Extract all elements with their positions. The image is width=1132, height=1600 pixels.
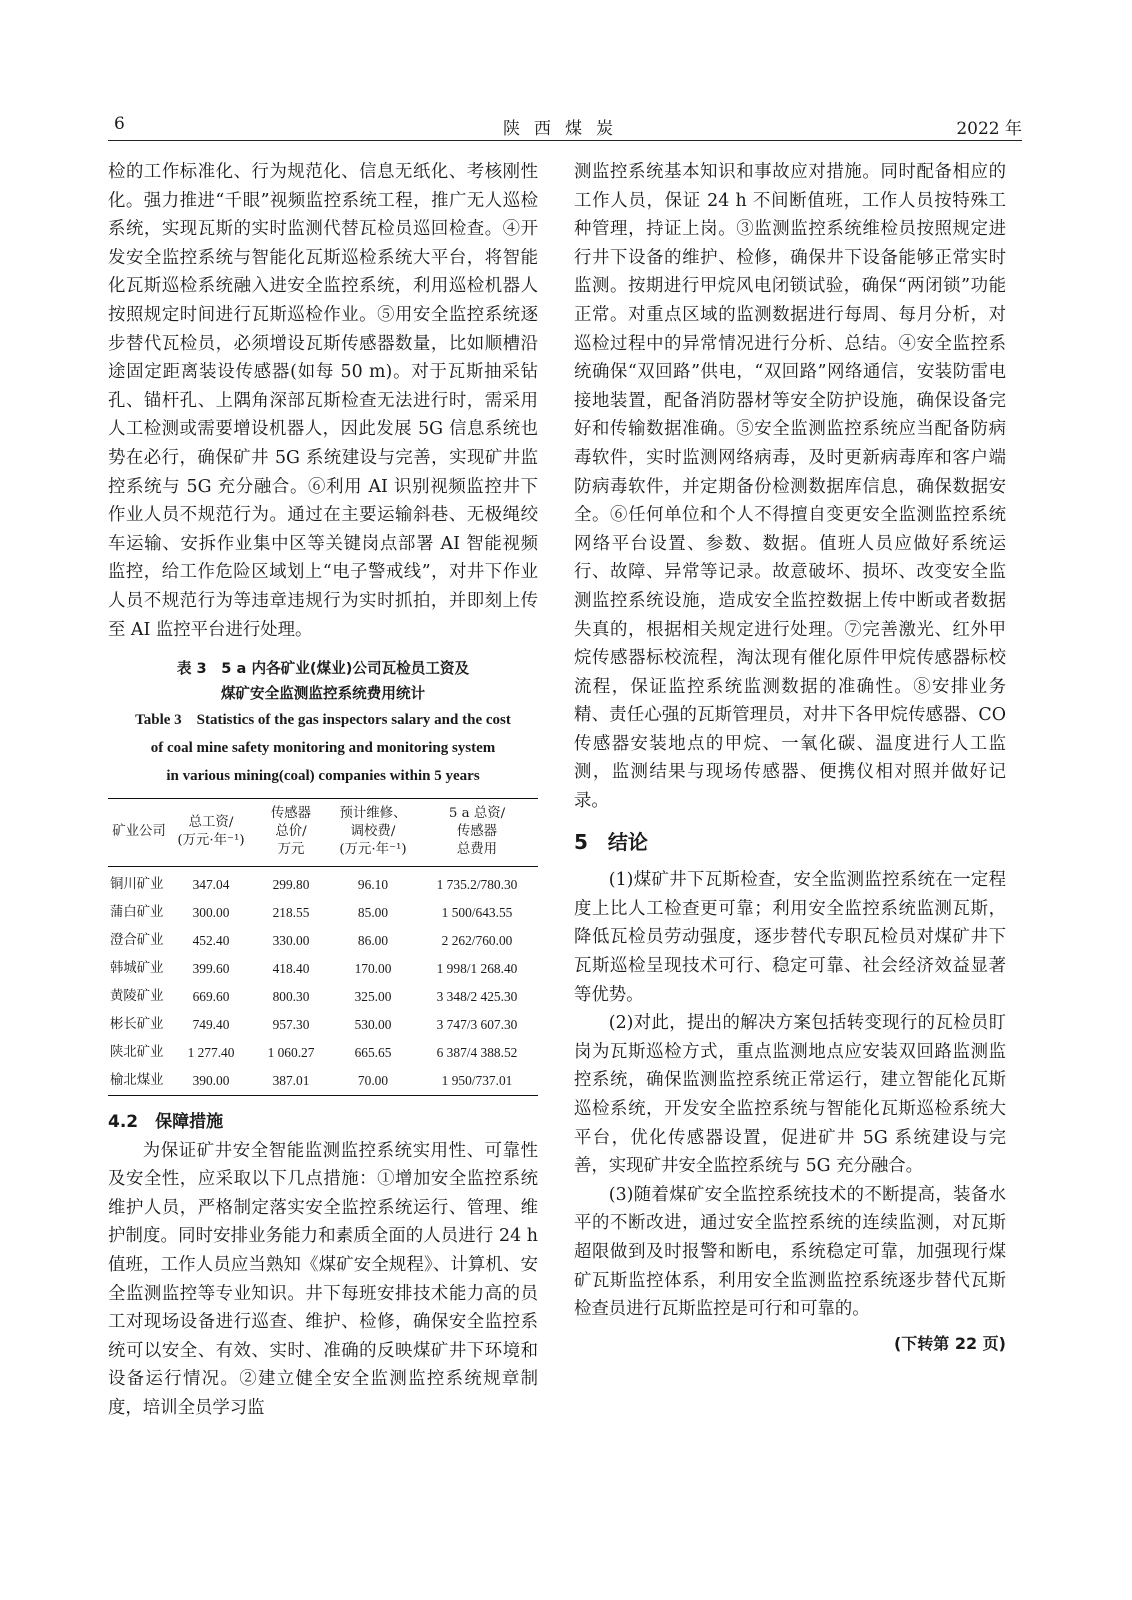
table-row: 榆北煤业 390.00 387.01 70.00 1 950/737.01: [108, 1067, 538, 1096]
conclusion-2: (2)对此，提出的解决方案包括转变现行的瓦检员盯岗为瓦斯巡检方式，重点监测地点应安装双回路监测监控系统，确保监测监控系统正常运行，建立智能化瓦斯巡检系统，开发安全监控系统与智能化瓦斯巡检系统大平台，优化传感器设置，促进矿井 5G 系统建设与完善，实现矿井安全监控系统与 5G 充分融合。: [574, 1013, 1006, 1177]
table-row: 彬长矿业 749.40 957.30 530.00 3 747/3 607.30: [110, 1017, 518, 1033]
page-number: 6: [114, 114, 125, 134]
conclusion-1: (1)煤矿井下瓦斯检查，安全监测监控系统在一定程度上比人工检查更可靠；利用安全监控系统监测瓦斯，降低瓦检员劳动强度，逐步替代专职瓦检员对煤矿井下瓦斯巡检呈现技术可行、稳定可靠、社会经济效益显著等优势。: [574, 870, 1006, 1005]
header-company: 矿业公司: [112, 824, 166, 840]
paragraph: 测监控系统基本知识和事故应对措施。同时配备相应的工作人员，保证 24 h 不间断值班，工作人员按特殊工种管理，持证上岗。③监测监控系统维检员按照规定进行井下设备的维护、检修，确保井下设备能够正常实时监测。按期进行甲烷风电闭锁试验，确保“两闭锁”功能正常。对重点区域的监测数据进行每周、每月分析，对巡检过程中的异常情况进行分析、总结。④安全监控系统确保“双回路”供电，“双回路”网络通信，安装防雷电接地装置，配备消防器材等安全防护设施，确保设备完好和传输数据准确。⑤安全监测监控系统应当配备防病毒软件，实时监测网络病毒，及时更新病毒库和客户端防病毒软件，并定期备份检测数据库信息，确保数据安全。⑥任何单位和个人不得擅自变更安全监测监控系统网络平台设置、参数、数据。值班人员应做好系统运行、故障、异常等记录。故意破坏、损坏、改变安全监测监控系统设施，造成安全监控数据上传中断或者数据失真的，根据相关规定进行处理。⑦完善激光、红外甲烷传感器标校流程，淘汰现有催化原件甲烷传感器标校流程，保证监控系统监测数据的准确性。⑧安排业务精、责任心强的瓦斯管理员，对井下各甲烷传感器、CO 传感器安装地点的甲烷、一氧化碳、温度进行人工监测，监测结果与现场传感器、便携仪相对照并做好记录。: [574, 162, 1006, 812]
table-row: 韩城矿业 399.60 418.40 170.00 1 998/1 268.40: [110, 961, 518, 977]
journal-name: 陕西煤炭: [503, 119, 627, 139]
table-caption-en: Table 3 Statistics of the gas inspectors salary and the cost of coal mine safety monitoring and monitoring system in various mining(coal) companies within 5 years: [135, 712, 511, 785]
running-header: [108, 110, 1022, 141]
section-heading-4-2: 4.2 保障措施: [108, 1112, 224, 1133]
continued-note: (下转第 22 页): [893, 1333, 1006, 1353]
right-column: [574, 158, 1006, 1358]
table-header-row: [108, 799, 538, 867]
header-salary: 总工资/ (万元·年⁻¹): [177, 815, 245, 849]
left-column: [108, 158, 538, 1423]
header-maintenance: 预计维修、 调校费/ (万元·年⁻¹): [339, 806, 407, 858]
table-row: 铜川矿业 347.04 299.80 96.10 1 735.2/780.30: [110, 877, 518, 893]
table-row: 陕北矿业 1 277.40 1 060.27 665.65 6 387/4 388.52: [110, 1045, 518, 1061]
data-table: [108, 798, 538, 1096]
publication-year: 2022 年: [956, 119, 1022, 139]
header-total: 5 a 总资/ 传感器 总费用: [448, 806, 506, 858]
table-row: 黄陵矿业 669.60 800.30 325.00 3 348/2 425.30: [110, 989, 518, 1005]
section-heading-5: 5 结论: [574, 829, 648, 854]
table-caption-zh: 表 3 5 a 内各矿业(煤业)公司瓦检员工资及 煤矿安全监测监控系统费用统计: [176, 660, 470, 703]
table-row: 蒲白矿业 300.00 218.55 85.00 1 500/643.55: [110, 905, 513, 921]
header-sensor: 传感器 总价/ 万元: [270, 806, 312, 858]
conclusion-3: (3)随着煤矿安全监控系统技术的不断提高，装备水平的不断改进，通过安全监控系统的连续监测，对瓦斯超限做到及时报警和断电，系统稳定可靠，加强现行煤矿瓦斯监控体系，利用安全监测监控系统逐步替代瓦斯检查员进行瓦斯监控是可行和可靠的。: [574, 1184, 1006, 1320]
paragraph: 为保证矿井安全智能监测监控系统实用性、可靠性及安全性，应采取以下几点措施：①增加安全监控系统维护人员，严格制定落实安全监控系统运行、管理、维护制度。同时安排业务能力和素质全面的人员进行 24 h 值班，工作人员应当熟知《煤矿安全规程》、计算机、安全监测监控等专业知识。井下每班安排技术能力高的员工对现场设备进行巡查、维护、检修，确保安全监控系统可以安全、有效、实时、准确的反映煤矿井下环境和设备运行情况。②建立健全安全监测监控系统规章制度，培训全员学习监: [108, 1140, 538, 1419]
table-row: 澄合矿业 452.40 330.00 86.00 2 262/760.00: [110, 933, 513, 949]
paragraph: 检的工作标准化、行为规范化、信息无纸化、考核刚性化。强力推进“千眼”视频监控系统工程，推广无人巡检系统，实现瓦斯的实时监测代替瓦检员巡回检查。④开发安全监控系统与智能化瓦斯巡检系统大平台，将智能化瓦斯巡检系统融入进安全监控系统，利用巡检机器人按照规定时间进行瓦斯巡检作业。⑤用安全监控系统逐步替代瓦检员，必须增设瓦斯传感器数量，比如顺槽沿途固定距离装设传感器(如每 50 m)。对于瓦斯抽采钻孔、锚杆孔、上隅角深部瓦斯检查无法进行时，需采用人工检测或需要增设机器人，因此发展 5G 信息系统也势在必行，确保矿井 5G 系统建设与完善，实现矿井监控系统与 5G 充分融合。⑥利用 AI 识别视频监控井下作业人员不规范行为。通过在主要运输斜巷、无极绳绞车运输、安拆作业集中区等关键岗点部署 AI 智能视频监控，给工作危险区域划上“电子警戒线”，对井下作业人员不规范行为等违章违规行为实时抓拍，并即刻上传至 AI 监控平台进行处理。: [108, 162, 538, 640]
